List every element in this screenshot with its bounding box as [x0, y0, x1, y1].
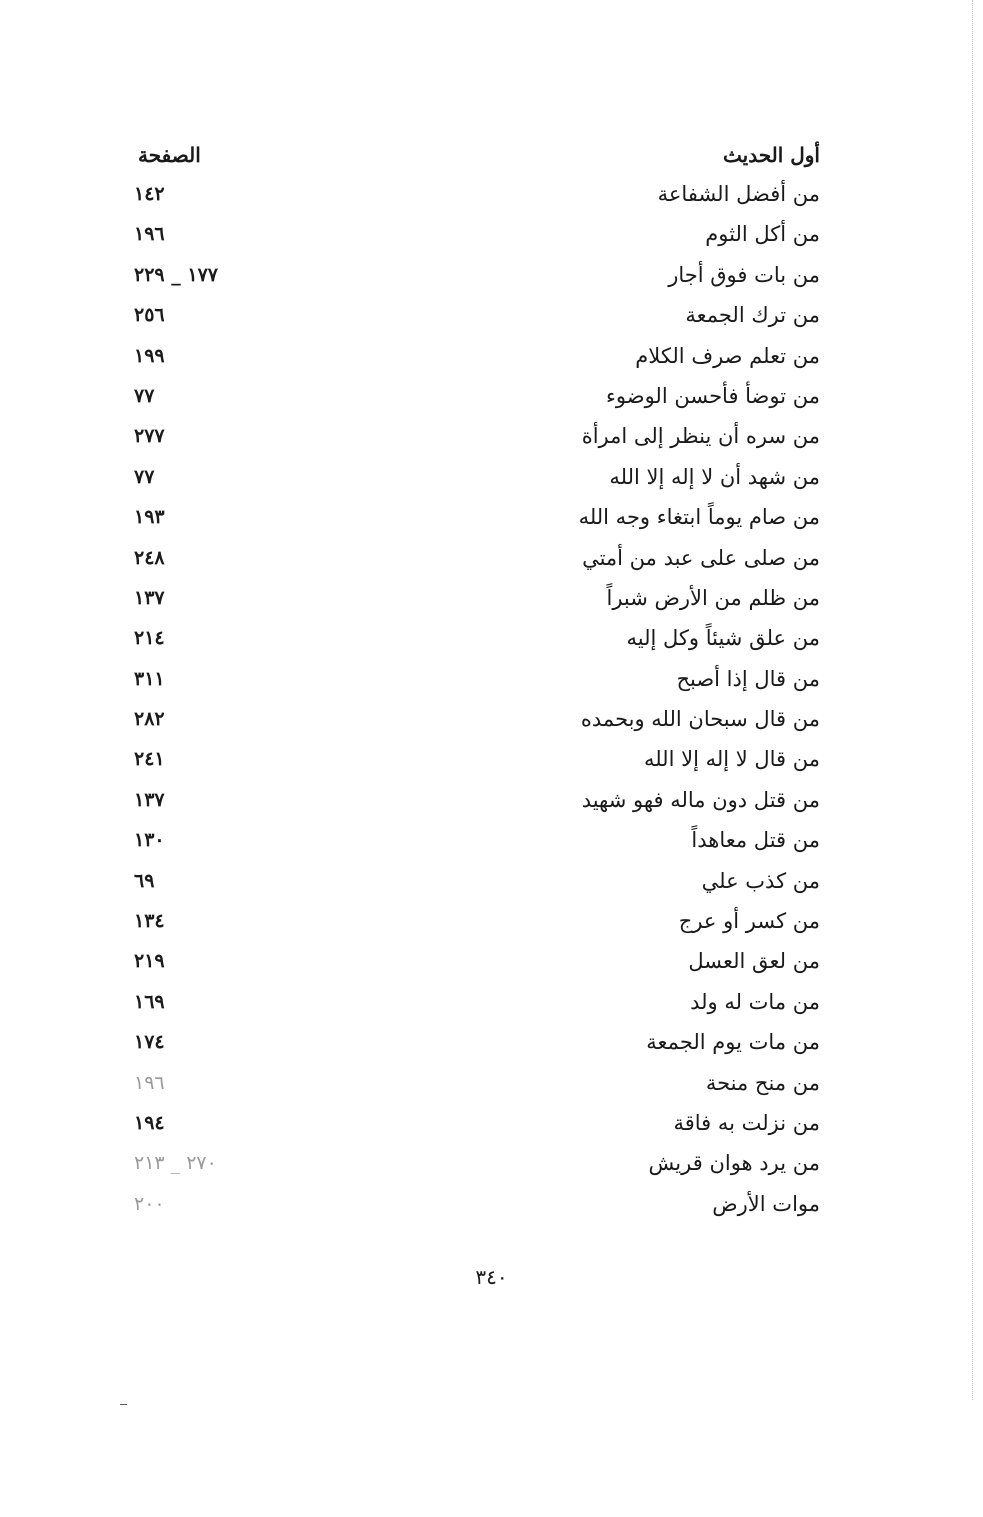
hadith-opening: من تعلم صرف الكلام — [635, 343, 820, 368]
hadith-opening: من أفضل الشفاعة — [657, 182, 820, 206]
hadith-opening: من بات فوق أجار — [668, 262, 820, 287]
index-row — [120, 1103, 820, 1143]
hadith-opening: موات الأرض — [712, 1191, 820, 1216]
hadith-opening: من صام يوماً ابتغاء وجه الله — [578, 505, 820, 530]
page-number: ١٩٦ — [134, 223, 165, 246]
index-row — [120, 739, 820, 779]
index-row — [120, 618, 820, 658]
hadith-opening: من كذب علي — [701, 868, 820, 893]
hadith-opening: من قتل دون ماله فهو شهيد — [581, 787, 820, 812]
index-row — [120, 255, 820, 295]
hadith-opening: من سره أن ينظر إلى امرأة — [581, 424, 820, 449]
page-number: ١٩٣ — [134, 506, 165, 529]
table-header — [120, 140, 820, 174]
hadith-opening: من كسر أو عرج — [678, 909, 820, 934]
index-row — [120, 941, 820, 981]
page-number: ١٩٦ — [134, 1071, 165, 1094]
page-number: ١٣٠ — [134, 829, 165, 852]
index-row — [120, 457, 820, 497]
index-row — [120, 295, 820, 335]
page-number: ٢١٩ — [134, 950, 165, 973]
index-row — [120, 578, 820, 618]
page-number: ٢٠٠ — [134, 1192, 165, 1215]
index-row — [120, 901, 820, 941]
page-number: ٢١٤ — [134, 627, 165, 650]
page-number: ٢٤٨ — [134, 546, 165, 569]
column-header-hadith: أول الحديث — [723, 143, 820, 167]
hadith-opening: من مات له ولد — [690, 989, 820, 1014]
hadith-opening: من أكل الثوم — [705, 222, 820, 247]
index-row — [120, 416, 820, 456]
page-number: ٧٧ — [134, 465, 155, 488]
index-row — [120, 1063, 820, 1103]
index-row — [120, 336, 820, 376]
index-row — [120, 699, 820, 739]
page-number: ٢٧٠ _ ٢١٣ — [134, 1152, 217, 1175]
hadith-opening: من نزلت به فاقة — [673, 1110, 820, 1135]
page-number: ١٩٤ — [134, 1111, 165, 1134]
hadith-opening: من قال لا إله إلا الله — [643, 747, 820, 772]
index-row — [120, 1143, 820, 1183]
page-number: ٢٨٢ — [134, 708, 165, 731]
index-row — [120, 1022, 820, 1062]
hadith-opening: من لعق العسل — [688, 949, 820, 974]
page-number: ٢٧٧ — [134, 425, 165, 448]
hadith-opening: من صلى على عبد من أمتي — [582, 545, 820, 570]
hadith-opening: من توضأ فأحسن الوضوء — [606, 383, 820, 408]
hadith-index-table — [120, 140, 820, 1224]
hadith-opening: من علق شيئاً وكل إليه — [626, 626, 820, 651]
page-number: ٢٤١ — [134, 748, 165, 771]
hadith-opening: من قتل معاهداً — [691, 828, 820, 853]
index-row — [120, 497, 820, 537]
page-number: ١٩٩ — [134, 344, 165, 367]
page-number: ١٦٩ — [134, 990, 165, 1013]
index-row — [120, 659, 820, 699]
index-row — [120, 1184, 820, 1224]
page-number: ٢٥٦ — [134, 304, 165, 327]
index-row — [120, 376, 820, 416]
index-row — [120, 982, 820, 1022]
hadith-opening: من يرد هوان قريش — [648, 1151, 820, 1176]
page-folio-number: ٣٤٠ — [475, 1265, 508, 1289]
hadith-opening: من قال إذا أصبح — [676, 666, 820, 691]
index-row — [120, 780, 820, 820]
hadith-opening: من شهد أن لا إله إلا الله — [609, 464, 820, 489]
page-number: ١٣٧ — [134, 586, 165, 609]
page-number: ٦٩ — [134, 869, 155, 892]
index-row — [120, 214, 820, 254]
page-number: ١٧٤ — [134, 1031, 165, 1054]
page-number: ١٤٢ — [134, 183, 165, 205]
column-header-page: الصفحة — [138, 143, 201, 167]
index-row — [120, 820, 820, 860]
index-row — [120, 174, 820, 214]
page-number: ١٣٤ — [134, 910, 165, 933]
page-number: ١٧٧ _ ٢٢٩ — [134, 263, 218, 286]
hadith-opening: من ترك الجمعة — [685, 303, 820, 328]
index-row — [120, 538, 820, 578]
index-row — [120, 861, 820, 901]
page-number: ١٣٧ — [134, 788, 165, 811]
page-number: ٧٧ — [134, 384, 155, 407]
hadith-opening: من قال سبحان الله وبحمده — [580, 707, 820, 732]
scan-edge-dots — [972, 0, 973, 1400]
page-number: ٣١١ — [134, 667, 165, 690]
hadith-opening: من مات يوم الجمعة — [646, 1030, 820, 1055]
hadith-opening: من منح منحة — [705, 1070, 820, 1095]
scan-speck — [120, 1404, 127, 1405]
hadith-opening: من ظلم من الأرض شبراً — [606, 585, 820, 610]
